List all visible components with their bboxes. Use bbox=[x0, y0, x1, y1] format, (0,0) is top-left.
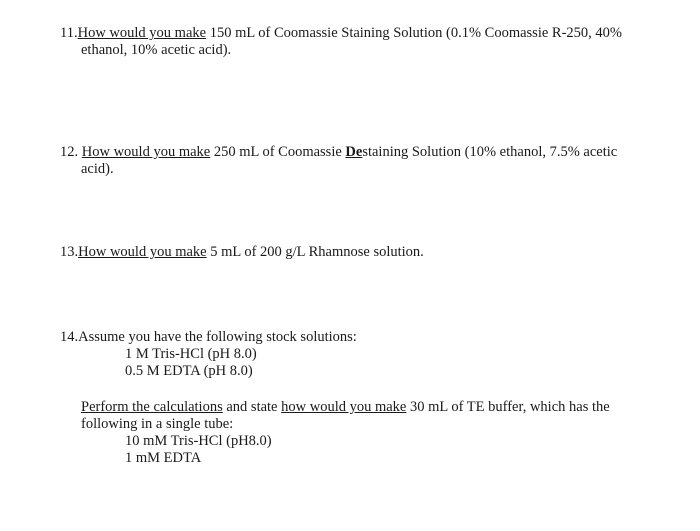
q13-number: 13. bbox=[60, 244, 79, 260]
q11-text: 150 mL of Coomassie Staining Solution (0.1% Coomassie R-250, 40% bbox=[206, 25, 622, 41]
q12-bold-emphasis: De bbox=[345, 144, 363, 160]
target-component-1: 10 mM Tris-HCl (pH8.0) bbox=[125, 433, 272, 449]
q14-underlined-b: how would you make bbox=[281, 399, 407, 415]
q11-number: 11. bbox=[60, 25, 78, 41]
stock-solution-1: 1 M Tris-HCl (pH 8.0) bbox=[125, 346, 257, 362]
q13-underlined-phrase: How would you make bbox=[78, 244, 207, 260]
q12-continuation: acid). bbox=[81, 161, 114, 177]
question-12 bbox=[60, 144, 660, 178]
q14-number: 14. bbox=[60, 329, 79, 345]
stock-solution-2: 0.5 M EDTA (pH 8.0) bbox=[125, 363, 253, 379]
q14-text-a: and state bbox=[222, 399, 282, 415]
q13-text: 5 mL of 200 g/L Rhamnose solution. bbox=[206, 244, 424, 260]
question-11 bbox=[60, 25, 660, 59]
q11-continuation: ethanol, 10% acetic acid). bbox=[81, 42, 232, 58]
q12-text: staining Solution (10% ethanol, 7.5% acetic bbox=[362, 144, 618, 160]
q14-intro: Assume you have the following stock solutions: bbox=[78, 329, 357, 345]
q14-underlined-a: Perform the calculations bbox=[81, 399, 223, 415]
q12-underlined-phrase: How would you make bbox=[81, 144, 211, 160]
q14-text-b: 30 mL of TE buffer, which has the bbox=[406, 399, 610, 415]
q14-task bbox=[60, 399, 660, 433]
q11-underlined-phrase: How would you make bbox=[77, 25, 207, 41]
q12-number: 12. bbox=[60, 144, 79, 160]
question-14 bbox=[60, 329, 660, 467]
target-component-2: 1 mM EDTA bbox=[125, 450, 202, 466]
q12-text-mid: 250 mL of Coomassie bbox=[210, 144, 346, 160]
q14-task-continuation: following in a single tube: bbox=[81, 416, 234, 432]
question-13 bbox=[60, 244, 660, 261]
